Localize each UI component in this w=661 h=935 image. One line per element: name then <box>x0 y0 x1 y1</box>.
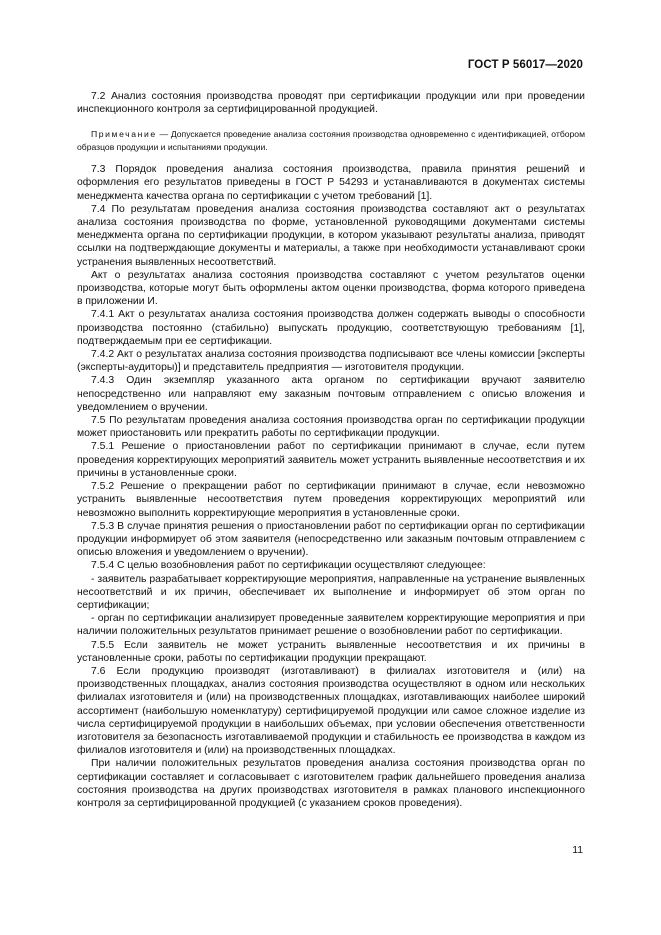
paragraph-7-2: 7.2 Анализ состояния производства проводят при сертификации продукции или при проведении инспекционного контроля за сертифицированной продукцией. <box>77 91 585 116</box>
note <box>77 128 585 153</box>
paragraph-7-5-3: 7.5.3 В случае принятия решения о приостановлении работ по сертификации орган по сертификации продукции информирует об этом заявителя (непосредственно или заказным почтовым отправлением с описью вложения и уведомлением о вручении). <box>77 520 585 559</box>
document-body <box>77 90 585 810</box>
paragraph-7-4: 7.4 По результатам проведения анализа состояния производства составляют акт о результатах анализа состояния производства по форме, установленной руководящими документами системы менеджмента органа по сертификации продукции, в котором указывают результаты анализа, приводят ссылки на подтверждающие документы и материалы, а также при необходимости устанавливают сроки устранения выявленных несоответствий. <box>77 203 585 268</box>
note-dash: — <box>156 129 171 140</box>
paragraph-7-5-5: 7.5.5 Если заявитель не может устранить выявленные несоответствия и их причины в установленные сроки, работы по сертификации продукции прекращают. <box>77 639 585 664</box>
paragraph-7-6: 7.6 Если продукцию производят (изготавливают) в филиалах изготовителя и (или) на производственных площадках, анализ состояния производства осуществляют в одном или нескольких филиалах изготовителя и (или) на производственных площадках, изготавливающих наиболее широкий ассортимент (наибольшую номенклатуру) сертифицируемой продукции или самое сложное изделие из числа сертифицируемой продукции в наибольших объемах, при условии обеспечения ответственности изготовителя за безопасность изготавливаемой продукции и стабильность ее производства в каждом из филиалов изготовителя и (или) на производственных площадках. <box>77 665 585 757</box>
paragraph-7-4-2: 7.4.2 Акт о результатах анализа состояния производства подписывают все члены комиссии [эксперты (эксперты-аудиторы)] и представитель предприятия — изготовителя продукции. <box>77 349 585 374</box>
document-code: ГОСТ Р 56017—2020 <box>467 59 583 71</box>
paragraph-7-4-1: 7.4.1 Акт о результатах анализа состояния производства должен содержать выводы о способности производства постоянно (стабильно) выпускать продукцию, соответствующую требованиям [1], подтверждаемым при ее сертификации. <box>77 309 585 347</box>
paragraph-schedule: При наличии положительных результатов проведения анализа состояния производства орган по сертификации составляет и согласовывает с изготовителем график дальнейшего проведения анализа состояния производства на других производствах изготовителя в рамках планового инспекционного контроля за сертифицированной продукцией (с указанием сроков проведения). <box>77 758 585 809</box>
paragraph-7-5-4: 7.5.4 С целью возобновления работ по сертификации осуществляют следующее: <box>91 560 486 572</box>
paragraph-7-5-1: 7.5.1 Решение о приостановлении работ по сертификации принимают в случае, если путем проведения корректирующих мероприятий заявитель может устранить выявленные несоответствия и их причины в установленные сроки. <box>77 441 585 479</box>
note-label: Примечание <box>91 129 157 140</box>
paragraph-7-5-2: 7.5.2 Решение о прекращении работ по сертификации принимают в случае, если невозможно устранить выявленные несоответствия путем проведения корректирующих мероприятий или невозможно выполнить корректирующие мероприятия в установленные сроки. <box>77 481 585 519</box>
note-text: Допускается проведение анализа состояния производства одновременно с идентификацией, отбором образцов продукции и испытаниями продукции. <box>77 129 585 152</box>
list-item-applicant: - заявитель разрабатывает корректирующие мероприятия, направленные на устранение выявленных несоответствий и их причин, обеспечивает их выполнение и информирует об этом орган по сертификации; <box>77 573 585 611</box>
page-number: 11 <box>572 845 583 856</box>
paragraph-act: Акт о результатах анализа состояния производства составляют с учетом результатов оценки производства, которые могут быть оформлены актом оценки производства, форма которого приведена в приложении И. <box>77 269 585 308</box>
paragraph-7-5: 7.5 По результатам проведения анализа состояния производства орган по сертификации продукции может приостановить или прекратить работы по сертификации продукции. <box>77 415 585 440</box>
paragraph-7-3: 7.3 Порядок проведения анализа состояния производства, правила принятия решений и оформления его результатов приведены в ГОСТ Р 54293 и устанавливаются в документах системы менеджмента качества органа по сертификации с учетом требований [1]. <box>77 164 585 202</box>
paragraph-7-4-3: 7.4.3 Один экземпляр указанного акта органом по сертификации вручают заявителю непосредственно или направляют ему заказным почтовым отправлением с описью вложения и уведомлением о вручении. <box>77 375 585 413</box>
list-item-certification-body: - орган по сертификации анализирует проведенные заявителем корректирующие мероприятия и при наличии положительных результатов принимает решение о возобновлении работ по сертификации. <box>77 613 585 638</box>
